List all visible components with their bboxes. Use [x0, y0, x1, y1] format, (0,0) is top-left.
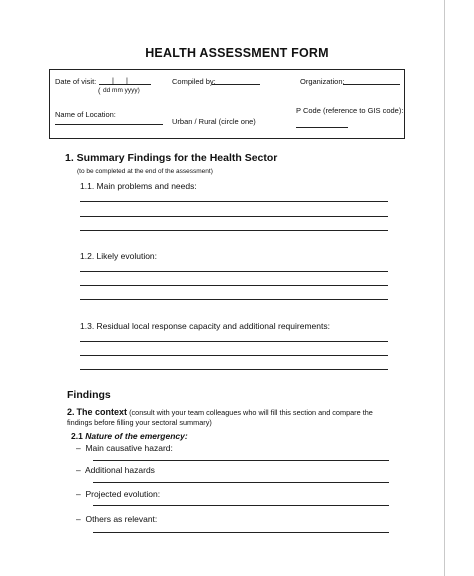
- form-title: HEALTH ASSESSMENT FORM: [145, 46, 329, 60]
- answer-line[interactable]: [80, 216, 388, 217]
- answer-line[interactable]: [80, 369, 388, 370]
- date-format-open: (: [98, 86, 101, 95]
- subsection-title: Nature of the emergency:: [85, 431, 188, 441]
- answer-line[interactable]: [93, 482, 389, 483]
- hazard-item: – Projected evolution:: [76, 489, 161, 499]
- subsection-heading: [71, 431, 188, 441]
- hazard-item: – Additional hazards: [76, 465, 155, 475]
- header-info-box: [49, 69, 405, 139]
- context-instructions: (consult with your team colleagues who will fill this section and compare the findings before filling your sectoral summary): [67, 408, 373, 427]
- hazard-item: – Main causative hazard:: [76, 443, 173, 453]
- compiled-by-label: Compiled by:: [172, 77, 216, 86]
- answer-line[interactable]: [80, 230, 388, 231]
- page-edge-divider: [444, 0, 445, 576]
- context-number: 2.: [67, 407, 75, 417]
- answer-line[interactable]: [80, 355, 388, 356]
- item-label: Projected evolution:: [85, 489, 161, 499]
- location-label: Name of Location:: [55, 110, 116, 119]
- pcode-label: P Code (reference to GIS code):: [296, 106, 404, 115]
- date-separator-2: |: [126, 76, 128, 85]
- item-label: Others as relevant:: [85, 514, 158, 524]
- urban-rural-label: Urban / Rural (circle one): [172, 117, 256, 126]
- date-of-visit-label: Date of visit:: [55, 77, 97, 86]
- section1-note: (to be completed at the end of the assessment): [77, 168, 213, 175]
- date-format-hint: dd mm yyyy): [103, 87, 140, 94]
- compiled-by-field[interactable]: [212, 84, 260, 85]
- subsection-number: 2.1: [71, 431, 83, 441]
- answer-line[interactable]: [80, 341, 388, 342]
- answer-line[interactable]: [80, 299, 388, 300]
- date-of-visit-field[interactable]: [99, 84, 151, 85]
- question-1-3: 1.3. Residual local response capacity and additional requirements:: [80, 321, 330, 331]
- location-field[interactable]: [55, 124, 163, 125]
- item-label: Main causative hazard:: [85, 443, 173, 453]
- question-1-2: 1.2. Likely evolution:: [80, 251, 158, 261]
- answer-line[interactable]: [93, 460, 389, 461]
- section1-title: 1. Summary Findings for the Health Sector: [65, 152, 278, 164]
- organization-field[interactable]: [343, 84, 400, 85]
- context-label: The context: [76, 407, 128, 417]
- item-label: Additional hazards: [84, 465, 155, 475]
- answer-line[interactable]: [80, 271, 388, 272]
- findings-title: Findings: [67, 389, 111, 401]
- answer-line[interactable]: [80, 201, 388, 202]
- organization-label: Organization:: [300, 77, 345, 86]
- answer-line[interactable]: [93, 532, 389, 533]
- context-paragraph: [67, 407, 397, 428]
- answer-line[interactable]: [80, 285, 388, 286]
- question-1-1: 1.1. Main problems and needs:: [80, 181, 197, 191]
- date-separator-1: |: [112, 76, 114, 85]
- answer-line[interactable]: [93, 505, 389, 506]
- hazard-item: – Others as relevant:: [76, 514, 158, 524]
- pcode-field[interactable]: [296, 127, 348, 128]
